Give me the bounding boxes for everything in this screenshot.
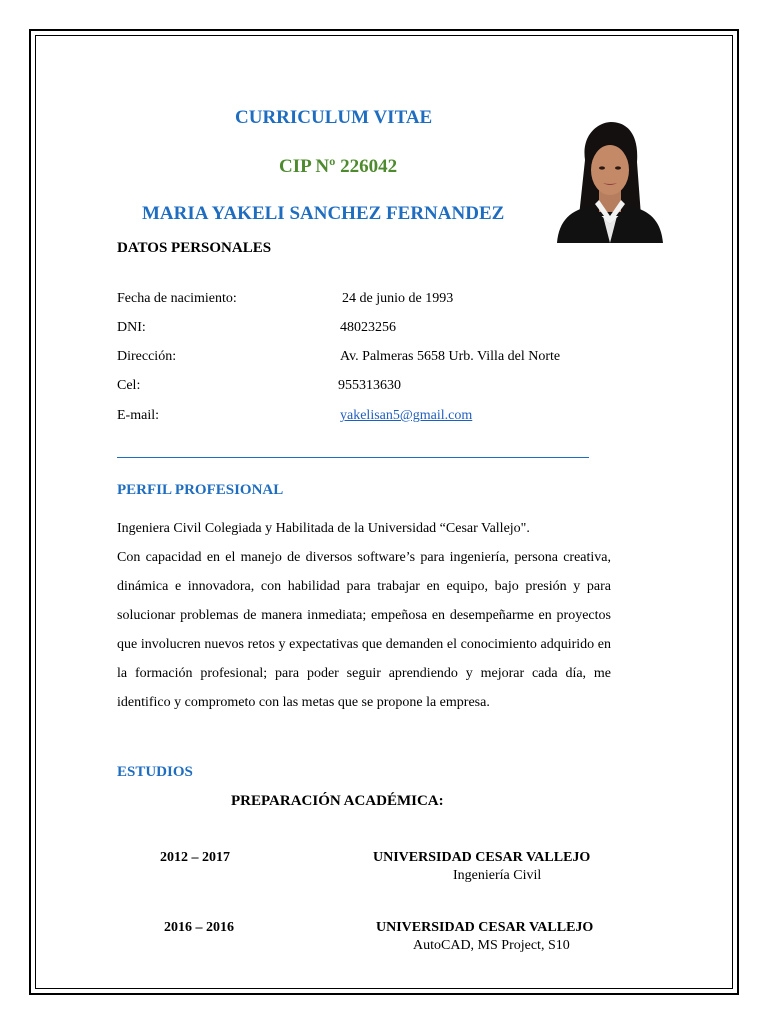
profile-line-1: Ingeniera Civil Colegiada y Habilitada de la Universidad “Cesar Vallejo". — [117, 521, 530, 536]
academic-preparation-heading: PREPARACIÓN ACADÉMICA: — [231, 793, 444, 809]
birthdate-label: Fecha de nacimiento: — [117, 291, 237, 306]
study-detail: Ingeniería Civil — [453, 868, 542, 883]
person-name: MARIA YAKELI SANCHEZ FERNANDEZ — [142, 203, 505, 224]
profile-heading: PERFIL PROFESIONAL — [117, 482, 284, 498]
address-label: Dirección: — [117, 349, 177, 364]
study-detail: AutoCAD, MS Project, S10 — [413, 938, 570, 953]
profile-body: Con capacidad en el manejo de diversos software’s para ingeniería, persona creativa, dinámica e innovadora, con habilidad para trabajar en equipo, bajo presión y para solucionar problemas de manera inmediata; empeñosa en desempeñarme en proyectos que involucren nuevos retos y expectativas que demanden el conocimiento adquirido en la formación profesional; para poder seguir aprendiendo y mejorar cada día, me identifico y comprometo con las metas que se propone la empresa. — [117, 550, 611, 710]
studies-heading: ESTUDIOS — [117, 764, 193, 780]
document-title: CURRICULUM VITAE — [235, 107, 433, 128]
cip-number: CIP Nº 226042 — [279, 156, 398, 177]
birthdate-value: 24 de junio de 1993 — [342, 291, 454, 306]
study-years: 2016 – 2016 — [164, 920, 234, 935]
study-institution: UNIVERSIDAD CESAR VALLEJO — [373, 850, 591, 865]
profile-text — [117, 514, 611, 717]
study-years: 2012 – 2017 — [160, 850, 230, 865]
email-label: E-mail: — [117, 408, 159, 423]
email-link[interactable]: yakelisan5@gmail.com — [340, 408, 473, 423]
phone-value: 955313630 — [338, 378, 401, 393]
study-institution: UNIVERSIDAD CESAR VALLEJO — [376, 920, 594, 935]
address-value: Av. Palmeras 5658 Urb. Villa del Norte — [340, 349, 561, 364]
profile-photo — [551, 120, 666, 243]
dni-label: DNI: — [117, 320, 146, 335]
personal-data-heading: DATOS PERSONALES — [117, 240, 272, 256]
dni-value: 48023256 — [340, 320, 396, 335]
section-divider — [117, 457, 589, 458]
phone-label: Cel: — [117, 378, 141, 393]
